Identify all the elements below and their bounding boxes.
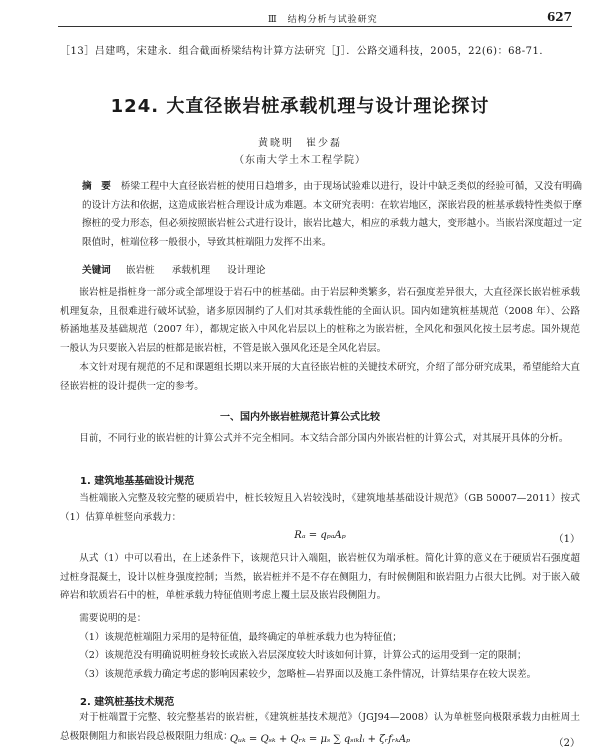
subsection-heading: 1. 建筑地基基础设计规范: [80, 476, 195, 487]
page-number: 627: [546, 10, 572, 24]
introduction: [60, 284, 580, 396]
section-intro: [60, 430, 580, 449]
note-item: （3）该规范承载力确定考虑的影响因素较少，忽略桩—岩界面以及施工条件情况，计算结果存在较大误差。: [79, 669, 537, 681]
section-intro-paragraph: 目前，不同行业的嵌岩桩的计算公式并不完全相同。本文结合部分国内外嵌岩桩的计算公式，对其展开具体的分析。: [79, 433, 569, 444]
equation-number: （1）: [553, 534, 580, 545]
notes-intro: 需要说明的是：: [79, 613, 147, 624]
keyword: 承载机理: [171, 265, 211, 276]
abstract-text: 桥梁工程中大直径嵌岩桩的使用日趋增多，由于现场试验难以进行，设计中缺乏类似的经验可循，又没有明确的设计方法和依据，这造成嵌岩桩合理设计成为难题。本文研究表明：在软岩地区，深嵌岩段的桩基承载特性类似于摩擦桩的受力形态，但必须按照嵌岩桩公式进行设计，嵌岩比越大，相应的承载力越大，变形越小。当嵌岩深度超过一定限值时，桩端位移一般很小，导致其桩端阻力发挥不出来。: [82, 181, 583, 248]
equation-number: （2）: [553, 738, 580, 749]
abstract-label: 摘 要: [82, 181, 111, 192]
keywords-label: 关键词: [82, 265, 111, 276]
subsection-paragraph: [60, 490, 580, 527]
equation-2: [60, 734, 580, 750]
equation-expression: Rₐ = qₚₐAₚ: [294, 530, 346, 541]
note-item: （2）该规范没有明确说明桩身较长或嵌入岩层深度较大时该如何计算，计算公式的运用受到一定的限制；: [79, 650, 527, 662]
equation-discussion-text: 从式（1）中可以看出，在上述条件下，该规范只计入端阻，嵌岩桩仅为端承桩。简化计算的意义在于硬质岩石强度超过桩身混凝土，设计以桩身强度控制；当然，嵌岩桩并不是不存在侧阻力，有时候侧阻和嵌岩阻力占很大比例。对于嵌入破碎岩和软质岩石中的桩，单桩承载力特征值则考虑上覆土层及嵌岩段侧阻力。: [60, 553, 580, 602]
notes-list: [60, 610, 580, 685]
section-heading: 一、国内外嵌岩桩规范计算公式比较: [220, 412, 380, 423]
intro-paragraph: 本文针对现有规范的不足和课题组长期以来开展的大直径嵌岩桩的关键技术研究，介绍了部分研究成果，希望能给大直径嵌岩桩的设计提供一定的参考。: [60, 361, 580, 392]
intro-paragraph: 嵌岩桩是指桩身一部分或全部埋设于岩石中的桩基础。由于岩层种类繁多，岩石强度差异很大，大直径深长嵌岩桩承载机理复杂，且很难进行破坏试验，诸多原因制约了人们对其承载性能的全面认识。国内如建筑桩基规范（2008 年）、公路桥涵地基及基础规范（2007 年），都规定嵌入中风化岩层以上的桩称之为嵌岩桩，全风化和强风化按土层考虑。国外规范一般认为只要嵌入岩层的桩都是嵌岩桩，不管是嵌入强风化还是全风化岩层。: [60, 287, 580, 355]
subsection-paragraph-text: 当桩端嵌入完整及较完整的硬质岩中，桩长较短且入岩较浅时，《建筑地基基础设计规范》（GB 50007—2011）按式（1）估算单桩竖向承载力：: [60, 493, 580, 523]
abstract: [82, 178, 582, 252]
equation-1: [60, 530, 580, 546]
keyword: 设计理论: [227, 265, 266, 276]
paper-affiliation: （东南大学土木工程学院）: [234, 155, 366, 166]
keyword: 嵌岩桩: [125, 265, 155, 276]
equation-expression: Qᵤₖ = Qₛₖ + Qᵣₖ = μₛ ∑ qₛᵢₖlᵢ + ζᵣfᵣₖAₚ: [229, 734, 411, 745]
running-header: [58, 10, 572, 27]
running-header-section: Ⅲ 结构分析与试验研究: [268, 15, 378, 25]
note-item: （1）该规范桩端阻力采用的是特征值，最终确定的单桩承载力也为特征值；: [79, 631, 402, 643]
subsection-heading: 2. 建筑桩基技术规范: [80, 697, 175, 708]
subsection-paragraph-text: 对于桩端置于完整、较完整基岩的嵌岩桩，《建筑桩基技术规范》（JGJ94—2008）认为单桩竖向极限承载力由桩周土总极限侧阻力和嵌岩段总极限阻力组成：: [60, 712, 580, 742]
equation-discussion: [60, 550, 580, 606]
paper-authors: 黄晓明 崔少磊: [258, 138, 342, 149]
paper-title: 124. 大直径嵌岩桩承载机理与设计理论探讨: [110, 96, 490, 117]
previous-reference: ［13］吕建鸣，宋建永．组合截面桥梁结构计算方法研究［J］．公路交通科技，2005，22(6)：68-71．: [60, 46, 550, 57]
keywords: [82, 262, 582, 276]
